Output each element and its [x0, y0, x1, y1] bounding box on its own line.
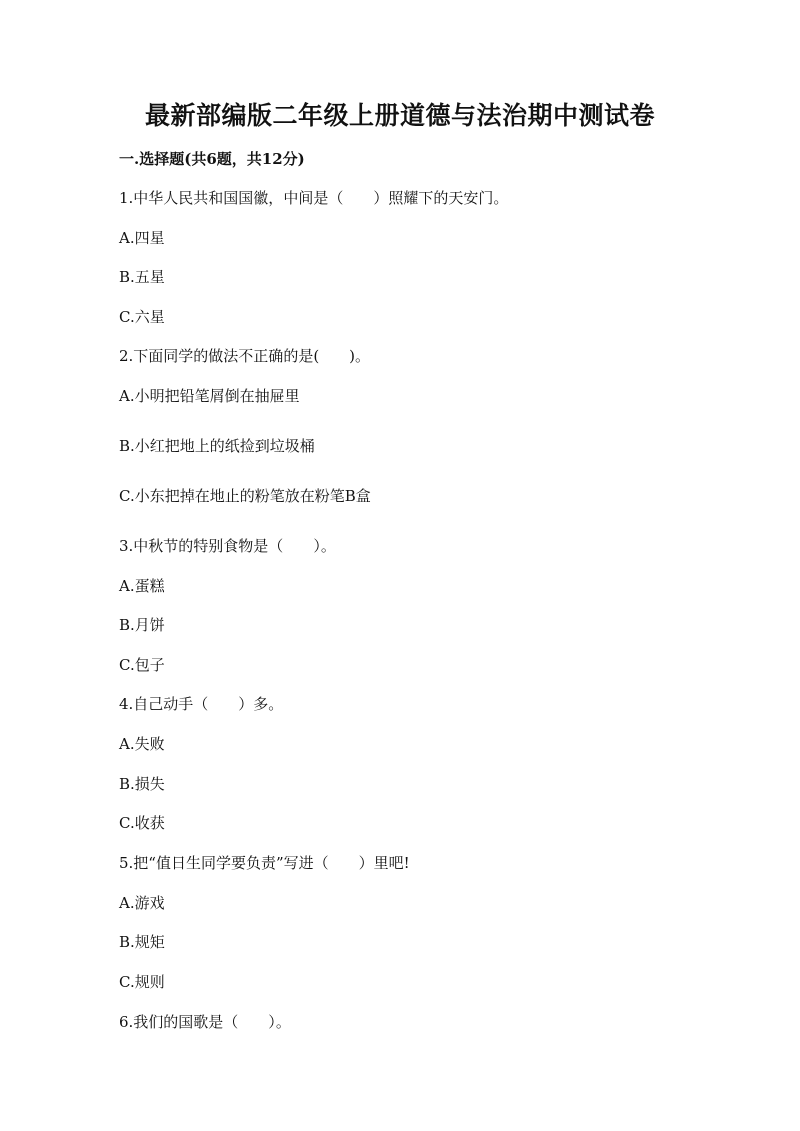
question-2-option-b: B.小红把地上的纸捡到垃圾桶 — [119, 437, 315, 455]
question-3-stem: 3.中秋节的特别食物是（ ）。 — [119, 537, 336, 555]
section-heading: 一.选择题(共6题，共12分) — [119, 150, 305, 168]
question-3-option-c: C.包子 — [119, 656, 165, 674]
question-1-option-b: B.五星 — [119, 268, 165, 286]
question-6-stem: 6.我们的国歌是（ ）。 — [119, 1013, 291, 1031]
question-2-option-c: C.小东把掉在地止的粉笔放在粉笔B盒 — [119, 487, 371, 505]
question-1-stem: 1.中华人民共和国国徽，中间是（ ）照耀下的天安门。 — [119, 189, 509, 207]
question-4-option-c: C.收获 — [119, 814, 165, 832]
question-5-option-c: C.规则 — [119, 973, 165, 991]
question-5-option-a: A.游戏 — [119, 894, 165, 912]
question-5-option-b: B.规矩 — [119, 933, 165, 951]
page-title: 最新部编版二年级上册道德与法治期中测试卷 — [144, 101, 655, 130]
question-4-option-a: A.失败 — [119, 735, 165, 753]
question-5-stem: 5.把“值日生同学要负责”写进（ ）里吧! — [119, 854, 410, 872]
question-2-option-a: A.小明把铅笔屑倒在抽屉里 — [119, 387, 300, 405]
question-4-option-b: B.损失 — [119, 775, 165, 793]
question-3-option-b: B.月饼 — [119, 616, 165, 634]
question-1-option-a: A.四星 — [119, 229, 165, 247]
question-1-option-c: C.六星 — [119, 308, 165, 326]
question-3-option-a: A.蛋糕 — [119, 577, 165, 595]
question-2-stem: 2.下面同学的做法不正确的是( )。 — [119, 347, 371, 365]
question-4-stem: 4.自己动手（ ）多。 — [119, 695, 284, 713]
